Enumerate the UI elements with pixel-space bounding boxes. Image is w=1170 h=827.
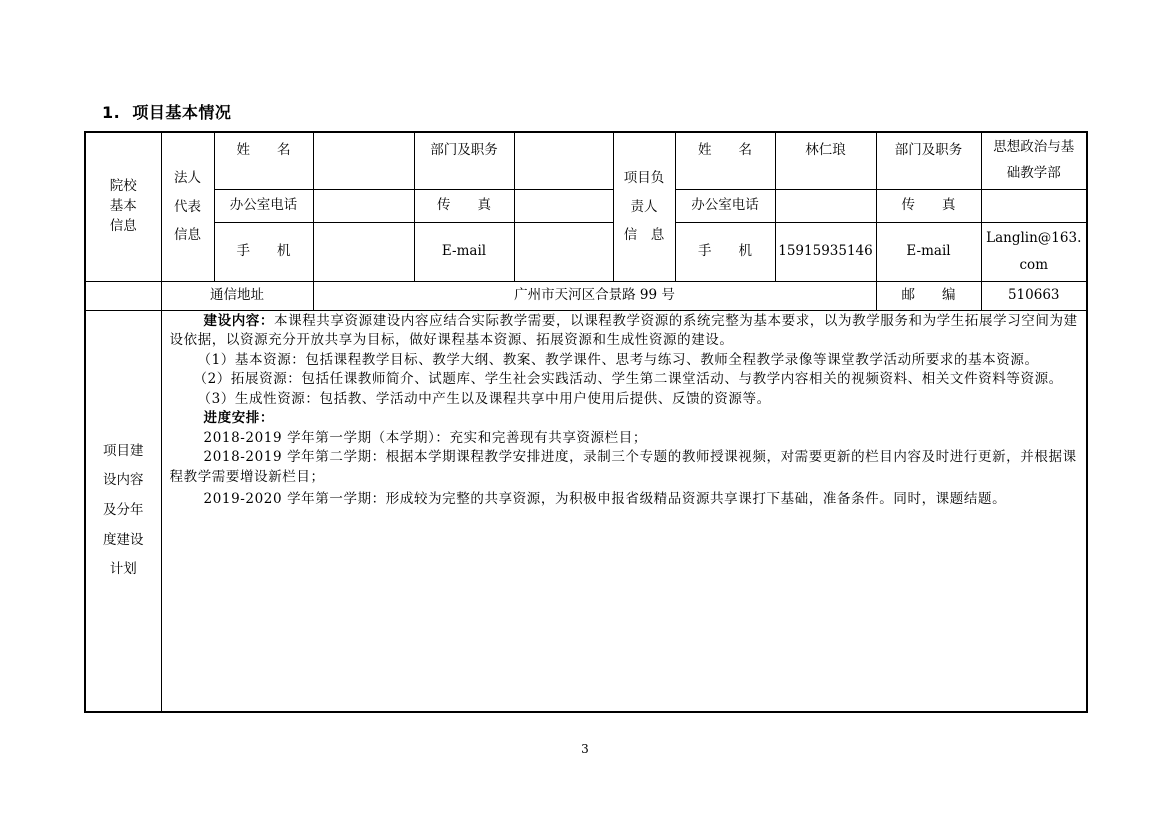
school-info-label-line: 信息 xyxy=(109,217,137,234)
lead-mobile-label: 手 机 xyxy=(675,222,775,281)
content-intro: 本课程共享资源建设内容应结合实际教学需要，以课程教学资源的系统完整为基本要求，以为教学服务和为学生拓展学习空间为建设依据，以资源充分开放共享为目标，做好课程基本资源、拓展资源和生成性资源的建设。 xyxy=(169,312,1078,349)
legal-rep-label-line: 信息 xyxy=(174,226,201,243)
lead-name-value: 林仁琅 xyxy=(775,132,876,189)
legal-rep-name-label: 姓 名 xyxy=(214,132,313,189)
section-title: 项目基本情况 xyxy=(132,103,232,122)
lead-email-value-line: com xyxy=(1019,256,1048,273)
legal-rep-fax-label: 传 真 xyxy=(414,189,514,222)
schedule-item: 2019-2020 学年第一学期：形成较为完整的共享资源，为积极申报省级精品资源共享课打下基础，准备条件。同时，课题结题。 xyxy=(203,490,1007,507)
lead-phone-label: 办公室电话 xyxy=(675,189,775,222)
plan-label-line: 度建设 xyxy=(103,531,144,548)
section-heading xyxy=(102,100,231,123)
lead-mobile-value: 15915935146 xyxy=(775,222,876,281)
lead-fax-value xyxy=(981,189,1087,222)
lead-name-label: 姓 名 xyxy=(675,132,775,189)
project-info-table xyxy=(84,131,1088,713)
project-lead-label-line: 信 息 xyxy=(623,226,665,243)
lead-email-value xyxy=(981,222,1087,281)
legal-rep-name-value xyxy=(313,132,414,189)
legal-rep-label-line: 代表 xyxy=(174,198,201,215)
lead-dept-value-line: 础教学部 xyxy=(1006,164,1061,181)
school-info-label-continued xyxy=(85,281,161,310)
postcode-value: 510663 xyxy=(981,281,1087,310)
legal-rep-dept-label: 部门及职务 xyxy=(414,132,514,189)
legal-rep-label xyxy=(161,132,214,281)
plan-label-line: 及分年 xyxy=(103,501,144,518)
lead-email-label: E-mail xyxy=(876,222,981,281)
postcode-label: 邮 编 xyxy=(876,281,981,310)
plan-label xyxy=(85,310,161,712)
schedule-title: 进度安排： xyxy=(203,410,274,427)
legal-rep-dept-value xyxy=(514,132,613,189)
legal-rep-phone-label: 办公室电话 xyxy=(214,189,313,222)
legal-rep-mobile-value xyxy=(313,222,414,281)
content-title: 建设内容： xyxy=(203,312,274,329)
plan-content xyxy=(161,310,1087,712)
address-label: 通信地址 xyxy=(161,281,313,310)
content-item: （3）生成性资源：包括教、学活动中产生以及课程共享中用户使用后提供、反馈的资源等。 xyxy=(197,390,771,407)
school-info-label-line: 院校 xyxy=(109,178,137,195)
address-value: 广州市天河区合景路 99 号 xyxy=(313,281,876,310)
lead-phone-value xyxy=(775,189,876,222)
lead-dept-value xyxy=(981,132,1087,189)
schedule-item: 2018-2019 学年第二学期：根据本学期课程教学安排进度，录制三个专题的教师授课视频，对需要更新的栏目内容及时进行更新，并根据课程教学需要增设新栏目； xyxy=(169,449,1077,485)
plan-label-line: 计划 xyxy=(109,561,137,578)
school-info-label-line: 基本 xyxy=(109,197,137,214)
school-info-label xyxy=(85,132,161,281)
legal-rep-mobile-label: 手 机 xyxy=(214,222,313,281)
project-lead-label xyxy=(613,132,675,281)
legal-rep-fax-value xyxy=(514,189,613,222)
lead-dept-value-line: 思想政治与基 xyxy=(993,139,1075,156)
project-lead-label-line: 项目负 xyxy=(623,170,665,187)
legal-rep-email-value xyxy=(514,222,613,281)
legal-rep-phone-value xyxy=(313,189,414,222)
legal-rep-label-line: 法人 xyxy=(174,170,201,187)
lead-fax-label: 传 真 xyxy=(876,189,981,222)
content-item: （1）基本资源：包括课程教学目标、教学大纲、教案、教学课件、思考与练习、教师全程教学录像等课堂教学活动所要求的基本资源。 xyxy=(197,351,1039,368)
legal-rep-email-label: E-mail xyxy=(414,222,514,281)
lead-dept-label: 部门及职务 xyxy=(876,132,981,189)
page-number: 3 xyxy=(581,742,589,756)
content-item: （2）拓展资源：包括任课教师简介、试题库、学生社会实践活动、学生第二课堂活动、与教学内容相关的视频资料、相关文件资料等资源。 xyxy=(193,371,1063,388)
schedule-item: 2018-2019 学年第一学期（本学期）：充实和完善现有共享资源栏目； xyxy=(203,429,647,446)
lead-email-value-line: Langlin@163. xyxy=(986,229,1082,246)
plan-label-line: 项目建 xyxy=(103,442,144,459)
section-number: 1. xyxy=(102,103,121,122)
plan-label-line: 设内容 xyxy=(103,472,144,489)
project-lead-label-line: 责人 xyxy=(630,198,658,215)
